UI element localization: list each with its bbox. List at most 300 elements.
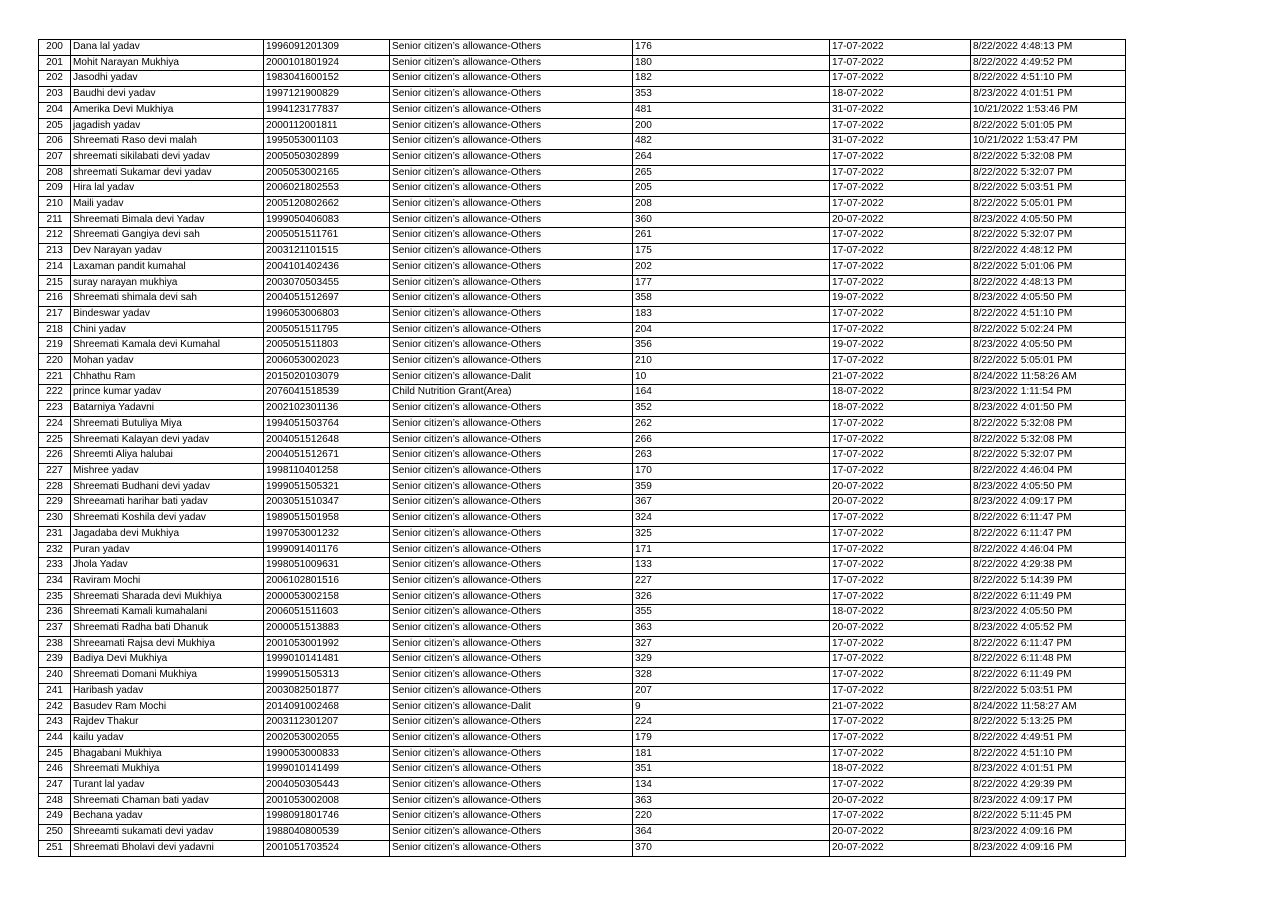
allowance-type-cell: Senior citizen’s allowance-Others [390, 652, 633, 668]
date-cell: 17-07-2022 [830, 275, 971, 291]
timestamp-cell: 8/24/2022 11:58:27 AM [971, 699, 1126, 715]
date-cell: 20-07-2022 [830, 840, 971, 856]
allowance-type-cell: Senior citizen’s allowance-Others [390, 558, 633, 574]
allowance-type-cell: Senior citizen’s allowance-Others [390, 291, 633, 307]
serial-number-cell: 245 [39, 746, 71, 762]
table-row [39, 542, 1126, 558]
date-cell: 17-07-2022 [830, 511, 971, 527]
allowance-type-cell: Senior citizen’s allowance-Others [390, 149, 633, 165]
id-number-cell: 1997121900829 [264, 87, 390, 103]
id-number-cell: 2006102801516 [264, 573, 390, 589]
allowance-type-cell: Senior citizen’s allowance-Others [390, 542, 633, 558]
table-row [39, 526, 1126, 542]
timestamp-cell: 8/22/2022 6:11:47 PM [971, 511, 1126, 527]
timestamp-cell: 8/23/2022 4:01:50 PM [971, 401, 1126, 417]
serial-number-cell: 220 [39, 354, 71, 370]
reference-number-cell: 210 [633, 354, 830, 370]
name-cell: Shreemati Bimala devi Yadav [71, 212, 264, 228]
timestamp-cell: 8/22/2022 6:11:47 PM [971, 526, 1126, 542]
serial-number-cell: 250 [39, 825, 71, 841]
serial-number-cell: 205 [39, 118, 71, 134]
allowance-type-cell: Senior citizen’s allowance-Others [390, 573, 633, 589]
name-cell: Puran yadav [71, 542, 264, 558]
name-cell: Basudev Ram Mochi [71, 699, 264, 715]
reference-number-cell: 325 [633, 526, 830, 542]
id-number-cell: 2001053002008 [264, 793, 390, 809]
timestamp-cell: 8/23/2022 4:05:50 PM [971, 291, 1126, 307]
name-cell: Chhathu Ram [71, 369, 264, 385]
date-cell: 17-07-2022 [830, 354, 971, 370]
serial-number-cell: 233 [39, 558, 71, 574]
allowance-type-cell: Senior citizen’s allowance-Others [390, 432, 633, 448]
timestamp-cell: 8/22/2022 5:03:51 PM [971, 181, 1126, 197]
name-cell: Laxaman pandit kumahal [71, 259, 264, 275]
allowance-type-cell: Senior citizen’s allowance-Others [390, 118, 633, 134]
date-cell: 17-07-2022 [830, 558, 971, 574]
table-row [39, 778, 1126, 794]
name-cell: suray narayan mukhiya [71, 275, 264, 291]
timestamp-cell: 8/23/2022 4:09:17 PM [971, 495, 1126, 511]
reference-number-cell: 364 [633, 825, 830, 841]
table-row [39, 244, 1126, 260]
allowance-type-cell: Senior citizen’s allowance-Others [390, 416, 633, 432]
name-cell: Hira lal yadav [71, 181, 264, 197]
allowance-type-cell: Senior citizen’s allowance-Others [390, 40, 633, 56]
timestamp-cell: 8/23/2022 4:01:51 PM [971, 87, 1126, 103]
id-number-cell: 1989051501958 [264, 511, 390, 527]
timestamp-cell: 8/24/2022 11:58:26 AM [971, 369, 1126, 385]
table-row [39, 228, 1126, 244]
name-cell: Shreemati Gangiya devi sah [71, 228, 264, 244]
date-cell: 17-07-2022 [830, 542, 971, 558]
date-cell: 17-07-2022 [830, 778, 971, 794]
reference-number-cell: 227 [633, 573, 830, 589]
serial-number-cell: 226 [39, 448, 71, 464]
id-number-cell: 2005053002165 [264, 165, 390, 181]
allowance-type-cell: Senior citizen’s allowance-Others [390, 526, 633, 542]
timestamp-cell: 8/23/2022 1:11:54 PM [971, 385, 1126, 401]
reference-number-cell: 175 [633, 244, 830, 260]
serial-number-cell: 234 [39, 573, 71, 589]
serial-number-cell: 242 [39, 699, 71, 715]
allowance-type-cell: Senior citizen’s allowance-Others [390, 840, 633, 856]
serial-number-cell: 251 [39, 840, 71, 856]
table-row [39, 840, 1126, 856]
allowance-type-cell: Senior citizen’s allowance-Others [390, 401, 633, 417]
reference-number-cell: 164 [633, 385, 830, 401]
table-body [39, 40, 1126, 857]
allowance-type-cell: Senior citizen’s allowance-Others [390, 589, 633, 605]
id-number-cell: 2000112001811 [264, 118, 390, 134]
reference-number-cell: 327 [633, 636, 830, 652]
name-cell: Shreeamti sukamati devi yadav [71, 825, 264, 841]
date-cell: 17-07-2022 [830, 589, 971, 605]
beneficiary-table [38, 39, 1126, 857]
reference-number-cell: 363 [633, 621, 830, 637]
date-cell: 17-07-2022 [830, 636, 971, 652]
serial-number-cell: 213 [39, 244, 71, 260]
timestamp-cell: 8/22/2022 5:32:07 PM [971, 228, 1126, 244]
id-number-cell: 1996091201309 [264, 40, 390, 56]
allowance-type-cell: Senior citizen’s allowance-Others [390, 715, 633, 731]
id-number-cell: 2015020103079 [264, 369, 390, 385]
serial-number-cell: 237 [39, 621, 71, 637]
id-number-cell: 1999050406083 [264, 212, 390, 228]
table-row [39, 306, 1126, 322]
timestamp-cell: 8/23/2022 4:09:16 PM [971, 825, 1126, 841]
reference-number-cell: 9 [633, 699, 830, 715]
reference-number-cell: 264 [633, 149, 830, 165]
allowance-type-cell: Senior citizen’s allowance-Others [390, 463, 633, 479]
reference-number-cell: 358 [633, 291, 830, 307]
allowance-type-cell: Senior citizen’s allowance-Others [390, 354, 633, 370]
name-cell: Badiya Devi Mukhiya [71, 652, 264, 668]
timestamp-cell: 8/23/2022 4:05:50 PM [971, 212, 1126, 228]
table-row [39, 652, 1126, 668]
name-cell: kailu yadav [71, 730, 264, 746]
serial-number-cell: 235 [39, 589, 71, 605]
allowance-type-cell: Senior citizen’s allowance-Others [390, 448, 633, 464]
name-cell: Shreemati Butuliya Miya [71, 416, 264, 432]
id-number-cell: 1998051009631 [264, 558, 390, 574]
allowance-type-cell: Senior citizen’s allowance-Others [390, 746, 633, 762]
table-row [39, 636, 1126, 652]
date-cell: 20-07-2022 [830, 479, 971, 495]
date-cell: 17-07-2022 [830, 463, 971, 479]
timestamp-cell: 10/21/2022 1:53:47 PM [971, 134, 1126, 150]
id-number-cell: 1999051505313 [264, 668, 390, 684]
id-number-cell: 1990053000833 [264, 746, 390, 762]
table-row [39, 495, 1126, 511]
date-cell: 17-07-2022 [830, 306, 971, 322]
allowance-type-cell: Senior citizen’s allowance-Others [390, 165, 633, 181]
reference-number-cell: 363 [633, 793, 830, 809]
allowance-type-cell: Senior citizen’s allowance-Others [390, 102, 633, 118]
name-cell: Bindeswar yadav [71, 306, 264, 322]
reference-number-cell: 204 [633, 322, 830, 338]
name-cell: Jhola Yadav [71, 558, 264, 574]
date-cell: 31-07-2022 [830, 134, 971, 150]
id-number-cell: 1988040800539 [264, 825, 390, 841]
id-number-cell: 2004050305443 [264, 778, 390, 794]
allowance-type-cell: Senior citizen’s allowance-Others [390, 479, 633, 495]
name-cell: Shreemati Kalayan devi yadav [71, 432, 264, 448]
name-cell: Shreemati Koshila devi yadav [71, 511, 264, 527]
timestamp-cell: 8/22/2022 4:51:10 PM [971, 746, 1126, 762]
date-cell: 18-07-2022 [830, 605, 971, 621]
serial-number-cell: 236 [39, 605, 71, 621]
serial-number-cell: 238 [39, 636, 71, 652]
reference-number-cell: 353 [633, 87, 830, 103]
date-cell: 17-07-2022 [830, 448, 971, 464]
serial-number-cell: 248 [39, 793, 71, 809]
table-row [39, 385, 1126, 401]
allowance-type-cell: Senior citizen’s allowance-Others [390, 605, 633, 621]
date-cell: 17-07-2022 [830, 71, 971, 87]
serial-number-cell: 206 [39, 134, 71, 150]
serial-number-cell: 224 [39, 416, 71, 432]
serial-number-cell: 228 [39, 479, 71, 495]
reference-number-cell: 220 [633, 809, 830, 825]
id-number-cell: 2000053002158 [264, 589, 390, 605]
reference-number-cell: 351 [633, 762, 830, 778]
name-cell: Shreemati Mukhiya [71, 762, 264, 778]
timestamp-cell: 8/23/2022 4:05:50 PM [971, 479, 1126, 495]
serial-number-cell: 225 [39, 432, 71, 448]
table-row [39, 181, 1126, 197]
id-number-cell: 2004051512671 [264, 448, 390, 464]
date-cell: 17-07-2022 [830, 181, 971, 197]
id-number-cell: 2000101801924 [264, 55, 390, 71]
id-number-cell: 1999010141499 [264, 762, 390, 778]
name-cell: Shreeamati Rajsa devi Mukhiya [71, 636, 264, 652]
allowance-type-cell: Senior citizen’s allowance-Others [390, 338, 633, 354]
table-row [39, 730, 1126, 746]
id-number-cell: 2003121101515 [264, 244, 390, 260]
table-row [39, 87, 1126, 103]
id-number-cell: 2006051511603 [264, 605, 390, 621]
table-row [39, 212, 1126, 228]
id-number-cell: 1994051503764 [264, 416, 390, 432]
table-row [39, 825, 1126, 841]
table-row [39, 463, 1126, 479]
date-cell: 17-07-2022 [830, 416, 971, 432]
date-cell: 19-07-2022 [830, 338, 971, 354]
reference-number-cell: 360 [633, 212, 830, 228]
timestamp-cell: 8/22/2022 5:32:08 PM [971, 416, 1126, 432]
allowance-type-cell: Senior citizen’s allowance-Others [390, 511, 633, 527]
timestamp-cell: 8/22/2022 5:11:45 PM [971, 809, 1126, 825]
timestamp-cell: 8/22/2022 4:29:38 PM [971, 558, 1126, 574]
timestamp-cell: 8/22/2022 6:11:48 PM [971, 652, 1126, 668]
name-cell: Dev Narayan yadav [71, 244, 264, 260]
date-cell: 17-07-2022 [830, 683, 971, 699]
serial-number-cell: 218 [39, 322, 71, 338]
date-cell: 18-07-2022 [830, 87, 971, 103]
timestamp-cell: 8/22/2022 5:32:07 PM [971, 448, 1126, 464]
timestamp-cell: 8/22/2022 5:01:06 PM [971, 259, 1126, 275]
serial-number-cell: 223 [39, 401, 71, 417]
timestamp-cell: 8/22/2022 4:29:39 PM [971, 778, 1126, 794]
timestamp-cell: 8/22/2022 4:46:04 PM [971, 542, 1126, 558]
id-number-cell: 2001053001992 [264, 636, 390, 652]
allowance-type-cell: Senior citizen’s allowance-Others [390, 244, 633, 260]
table-row [39, 715, 1126, 731]
table-row [39, 605, 1126, 621]
id-number-cell: 2005051511761 [264, 228, 390, 244]
reference-number-cell: 177 [633, 275, 830, 291]
reference-number-cell: 355 [633, 605, 830, 621]
id-number-cell: 2004051512697 [264, 291, 390, 307]
date-cell: 17-07-2022 [830, 652, 971, 668]
serial-number-cell: 229 [39, 495, 71, 511]
name-cell: Chini yadav [71, 322, 264, 338]
timestamp-cell: 8/22/2022 4:49:51 PM [971, 730, 1126, 746]
serial-number-cell: 201 [39, 55, 71, 71]
name-cell: Shreemati Kamala devi Kumahal [71, 338, 264, 354]
id-number-cell: 1998110401258 [264, 463, 390, 479]
serial-number-cell: 239 [39, 652, 71, 668]
id-number-cell: 1996053006803 [264, 306, 390, 322]
reference-number-cell: 133 [633, 558, 830, 574]
reference-number-cell: 224 [633, 715, 830, 731]
date-cell: 17-07-2022 [830, 40, 971, 56]
serial-number-cell: 210 [39, 197, 71, 213]
reference-number-cell: 482 [633, 134, 830, 150]
allowance-type-cell: Senior citizen’s allowance-Others [390, 778, 633, 794]
table-row [39, 511, 1126, 527]
table-row [39, 322, 1126, 338]
id-number-cell: 2005050302899 [264, 149, 390, 165]
timestamp-cell: 8/23/2022 4:01:51 PM [971, 762, 1126, 778]
name-cell: Shreemati Domani Mukhiya [71, 668, 264, 684]
id-number-cell: 2005051511795 [264, 322, 390, 338]
serial-number-cell: 208 [39, 165, 71, 181]
timestamp-cell: 8/22/2022 4:51:10 PM [971, 71, 1126, 87]
timestamp-cell: 8/22/2022 5:14:39 PM [971, 573, 1126, 589]
table-row [39, 149, 1126, 165]
allowance-type-cell: Senior citizen’s allowance-Dalit [390, 699, 633, 715]
allowance-type-cell: Senior citizen’s allowance-Others [390, 306, 633, 322]
name-cell: Shreemti Aliya halubai [71, 448, 264, 464]
date-cell: 17-07-2022 [830, 322, 971, 338]
table-row [39, 668, 1126, 684]
serial-number-cell: 215 [39, 275, 71, 291]
reference-number-cell: 481 [633, 102, 830, 118]
serial-number-cell: 246 [39, 762, 71, 778]
serial-number-cell: 221 [39, 369, 71, 385]
table-row [39, 793, 1126, 809]
reference-number-cell: 356 [633, 338, 830, 354]
table-row [39, 71, 1126, 87]
timestamp-cell: 8/22/2022 5:01:05 PM [971, 118, 1126, 134]
allowance-type-cell: Senior citizen’s allowance-Others [390, 181, 633, 197]
timestamp-cell: 8/22/2022 5:03:51 PM [971, 683, 1126, 699]
name-cell: Baudhi devi yadav [71, 87, 264, 103]
serial-number-cell: 216 [39, 291, 71, 307]
timestamp-cell: 8/22/2022 4:48:12 PM [971, 244, 1126, 260]
date-cell: 31-07-2022 [830, 102, 971, 118]
id-number-cell: 1999091401176 [264, 542, 390, 558]
date-cell: 17-07-2022 [830, 809, 971, 825]
reference-number-cell: 170 [633, 463, 830, 479]
name-cell: Bechana yadav [71, 809, 264, 825]
allowance-type-cell: Senior citizen’s allowance-Others [390, 621, 633, 637]
table-row [39, 338, 1126, 354]
date-cell: 17-07-2022 [830, 746, 971, 762]
reference-number-cell: 10 [633, 369, 830, 385]
date-cell: 17-07-2022 [830, 573, 971, 589]
name-cell: Shreeamati harihar bati yadav [71, 495, 264, 511]
timestamp-cell: 8/22/2022 5:13:25 PM [971, 715, 1126, 731]
table-row [39, 197, 1126, 213]
name-cell: Jasodhi yadav [71, 71, 264, 87]
reference-number-cell: 262 [633, 416, 830, 432]
name-cell: shreemati sikilabati devi yadav [71, 149, 264, 165]
table-row [39, 699, 1126, 715]
serial-number-cell: 249 [39, 809, 71, 825]
reference-number-cell: 183 [633, 306, 830, 322]
date-cell: 20-07-2022 [830, 621, 971, 637]
timestamp-cell: 8/23/2022 4:09:16 PM [971, 840, 1126, 856]
serial-number-cell: 219 [39, 338, 71, 354]
id-number-cell: 1997053001232 [264, 526, 390, 542]
timestamp-cell: 8/22/2022 5:32:07 PM [971, 165, 1126, 181]
reference-number-cell: 182 [633, 71, 830, 87]
name-cell: Jagadaba devi Mukhiya [71, 526, 264, 542]
date-cell: 17-07-2022 [830, 149, 971, 165]
timestamp-cell: 10/21/2022 1:53:46 PM [971, 102, 1126, 118]
name-cell: shreemati Sukamar devi yadav [71, 165, 264, 181]
name-cell: Turant lal yadav [71, 778, 264, 794]
reference-number-cell: 179 [633, 730, 830, 746]
reference-number-cell: 207 [633, 683, 830, 699]
reference-number-cell: 352 [633, 401, 830, 417]
allowance-type-cell: Senior citizen’s allowance-Others [390, 134, 633, 150]
date-cell: 20-07-2022 [830, 793, 971, 809]
name-cell: Batarniya Yadavni [71, 401, 264, 417]
reference-number-cell: 265 [633, 165, 830, 181]
timestamp-cell: 8/22/2022 4:48:13 PM [971, 40, 1126, 56]
name-cell: Shreemati Kamali kumahalani [71, 605, 264, 621]
table-row [39, 275, 1126, 291]
table-row [39, 55, 1126, 71]
name-cell: Mohan yadav [71, 354, 264, 370]
date-cell: 17-07-2022 [830, 715, 971, 731]
name-cell: Maili yadav [71, 197, 264, 213]
id-number-cell: 2003070503455 [264, 275, 390, 291]
name-cell: Shreemati Radha bati Dhanuk [71, 621, 264, 637]
reference-number-cell: 181 [633, 746, 830, 762]
table-row [39, 479, 1126, 495]
reference-number-cell: 326 [633, 589, 830, 605]
allowance-type-cell: Senior citizen’s allowance-Dalit [390, 369, 633, 385]
date-cell: 17-07-2022 [830, 197, 971, 213]
name-cell: Mishree yadav [71, 463, 264, 479]
reference-number-cell: 263 [633, 448, 830, 464]
id-number-cell: 2004101402436 [264, 259, 390, 275]
serial-number-cell: 241 [39, 683, 71, 699]
timestamp-cell: 8/22/2022 5:32:08 PM [971, 149, 1126, 165]
timestamp-cell: 8/22/2022 4:49:52 PM [971, 55, 1126, 71]
date-cell: 21-07-2022 [830, 699, 971, 715]
name-cell: Haribash yadav [71, 683, 264, 699]
id-number-cell: 2003051510347 [264, 495, 390, 511]
id-number-cell: 2076041518539 [264, 385, 390, 401]
table-row [39, 589, 1126, 605]
serial-number-cell: 209 [39, 181, 71, 197]
serial-number-cell: 244 [39, 730, 71, 746]
serial-number-cell: 247 [39, 778, 71, 794]
date-cell: 20-07-2022 [830, 825, 971, 841]
id-number-cell: 1994123177837 [264, 102, 390, 118]
serial-number-cell: 214 [39, 259, 71, 275]
name-cell: Mohit Narayan Mukhiya [71, 55, 264, 71]
timestamp-cell: 8/22/2022 5:02:24 PM [971, 322, 1126, 338]
id-number-cell: 2006021802553 [264, 181, 390, 197]
name-cell: Shreemati Chaman bati yadav [71, 793, 264, 809]
allowance-type-cell: Senior citizen’s allowance-Others [390, 636, 633, 652]
name-cell: Amerika Devi Mukhiya [71, 102, 264, 118]
name-cell: Shreemati Sharada devi Mukhiya [71, 589, 264, 605]
timestamp-cell: 8/22/2022 4:46:04 PM [971, 463, 1126, 479]
date-cell: 17-07-2022 [830, 55, 971, 71]
table-row [39, 746, 1126, 762]
allowance-type-cell: Senior citizen’s allowance-Others [390, 71, 633, 87]
serial-number-cell: 240 [39, 668, 71, 684]
id-number-cell: 1999051505321 [264, 479, 390, 495]
serial-number-cell: 243 [39, 715, 71, 731]
